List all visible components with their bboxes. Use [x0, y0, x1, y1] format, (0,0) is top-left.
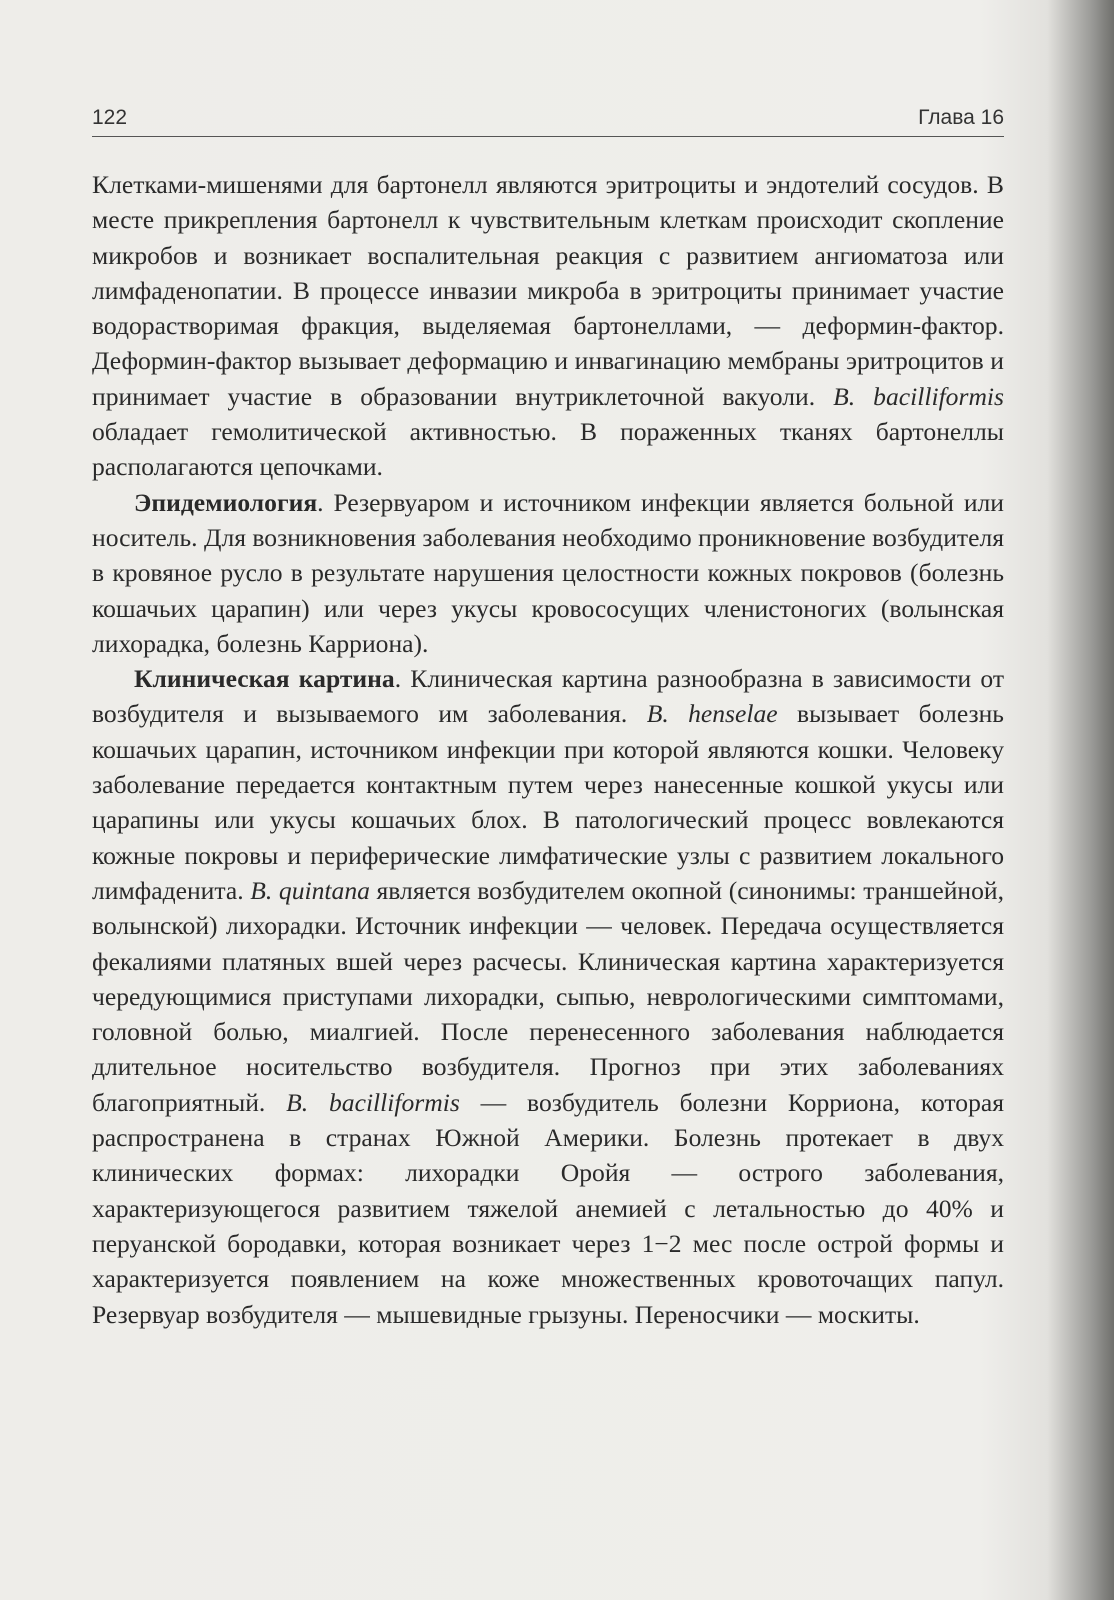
- running-header: [92, 100, 1004, 137]
- text-run: обладает гемолитической активностью. В пораженных тканях бартонеллы располагаются цепочками.: [92, 417, 1004, 482]
- page-number: 122: [92, 106, 128, 129]
- chapter-title: Глава 16: [918, 106, 1004, 129]
- text-run: . Клиническая картина разнообразна в зависимости от возбудителя и вызываемого им заболевания.: [92, 664, 1004, 729]
- paragraph-epidemiology: [92, 485, 1004, 661]
- section-heading-clinical: Клиническая картина: [134, 664, 395, 694]
- species-name: B. bacilliformis: [286, 1087, 460, 1117]
- species-name: B. bacilliformis: [833, 381, 1004, 411]
- text-run: Клетками-мишенями для бартонелл являются эритроциты и эндотелий сосудов. В месте прикрепления бартонелл к чувствительным клеткам происходит скопление микробов и возникает воспалительная реакция с развитием ангиоматоза или лимфаденопатии. В процессе инвазии микроба в эритроциты принимает участие водорастворимая фракция, выделяемая бартонеллами, — деформин-фактор. Деформин-фактор вызывает деформацию и инвагинацию мембраны эритроцитов и принимает участие в образовании внутриклеточной вакуоли.: [92, 170, 1004, 411]
- text-run: . Резервуаром и источником инфекции является больной или носитель. Для возникновения заболевания необходимо проникновение возбудителя в кровяное русло в результате нарушения целостности кожных покровов (болезнь кошачьих царапин) или через укусы кровососущих членистоногих (волынская лихорадка, болезнь Карриона).: [92, 487, 1004, 658]
- species-name: B. quintana: [250, 875, 370, 905]
- paragraph-clinical: [92, 661, 1004, 1332]
- species-name: B. henselae: [646, 699, 778, 729]
- section-heading-epidemiology: Эпидемиология: [134, 487, 318, 517]
- paragraph-intro: [92, 167, 1004, 485]
- body-text: [92, 167, 1004, 1332]
- text-run: вызывает болезнь кошачьих царапин, источником инфекции при которой являются кошки. Человеку заболевание передается контактным путем через нанесенные кошкой укусы или царапины или укусы кошачьих блох. В патологический процесс вовлекаются кожные покровы и периферические лимфатические узлы с развитием локального лимфаденита.: [92, 699, 1004, 905]
- text-run: — возбудитель болезни Корриона, которая распространена в странах Южной Америки. Болезнь протекает в двух клинических формах: лихорадки Оройя — острого заболевания, характеризующегося развитием тяжелой анемией с летальностью до 40% и перуанской бородавки, которая возникает через 1−2 мес после острой формы и характеризуется появлением на коже множественных кровоточащих папул. Резервуар возбудителя — мышевидные грызуны. Переносчики — москиты.: [92, 1087, 1004, 1329]
- text-run: является возбудителем окопной (синонимы: траншейной, волынской) лихорадки. Источник инфекции — человек. Передача осуществляется фекалиями платяных вшей через расчесы. Клиническая картина характеризуется чередующимися приступами лихорадки, сыпью, неврологическими симптомами, головной болью, миалгией. После перенесенного заболевания наблюдается длительное носительство возбудителя. Прогноз при этих заболеваниях благоприятный.: [92, 875, 1004, 1117]
